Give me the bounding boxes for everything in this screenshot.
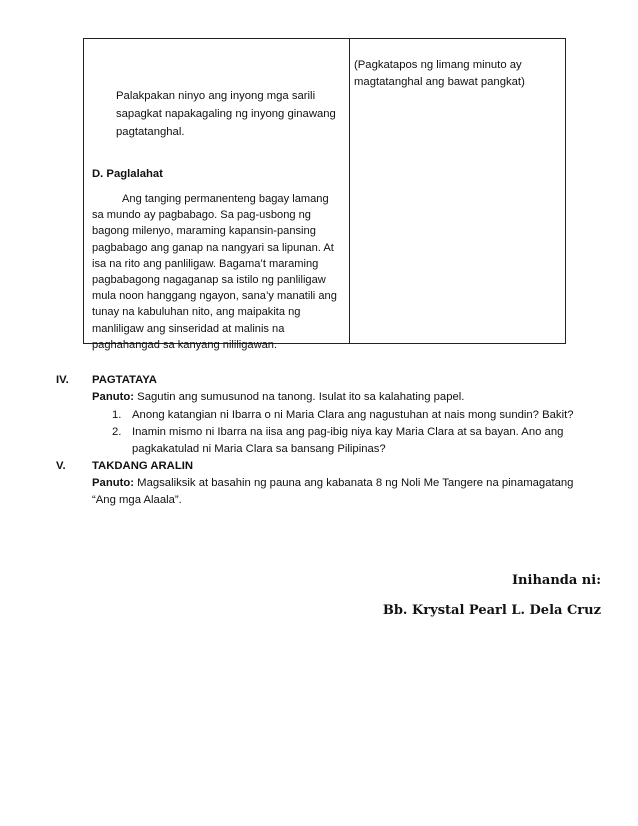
paglalahat-heading: D. Paglalahat xyxy=(92,168,163,180)
panuto-label: Panuto: xyxy=(92,477,135,489)
panuto-text: Sagutin ang sumusunod na tanong. Isulat ito sa kalahating papel. xyxy=(134,391,465,403)
praise-paragraph: Palakpakan ninyo ang inyong mga sarili sapagkat napakagaling ng inyong ginawang pagtatanghal. xyxy=(116,90,336,138)
section-v-numeral: V. xyxy=(56,460,66,472)
left-cell xyxy=(84,39,349,351)
section-iv-title: PAGTATAYA xyxy=(92,374,157,386)
lesson-table xyxy=(83,38,566,351)
activity-note: (Pagkatapos ng limang minuto ay magtatanghal ang bawat pangkat) xyxy=(354,59,525,88)
paglalahat-paragraph: Ang tanging permanenteng bagay lamang sa mundo ay pagbabago. Sa pag-usbong ng bagong milenyo, maraming kapansin-pansing pagbabago ang ganap na nangyari sa lipunan. At isa na rito ang panliligaw. Bagama’t maraming pagbabagong nagaganap sa istilo ng panliligaw mula noon hanggang ngayon, sana’y manatili ang tunay na kabuluhan nito, ang maipakita ng manliligaw ang sinseridad at malinis na paghahangad sa kanyang nililigawan. xyxy=(92,193,337,351)
section-iv-numeral: IV. xyxy=(56,374,69,386)
preparer-name: Bb. Krystal Pearl L. Dela Cruz xyxy=(382,603,601,618)
item-text: Inamin mismo ni Ibarra na iisa ang pag-ibig niya kay Maria Clara at sa bayan. Ano ang xyxy=(132,426,564,438)
right-cell xyxy=(350,39,566,343)
panuto-label: Panuto: xyxy=(92,391,135,403)
prepared-by-label: Inihanda ni: xyxy=(511,573,601,588)
section-iv-panuto xyxy=(92,391,464,403)
item-number: 2. xyxy=(112,426,122,438)
section-v-panuto-line2: “Ang mga Alaala”. xyxy=(92,494,182,506)
item-number: 1. xyxy=(112,409,122,421)
panuto-text: Magsaliksik at basahin ng pauna ang kabanata 8 ng Noli Me Tangere na pinamagatang xyxy=(134,477,574,489)
item-text: pagkakatulad ni Maria Clara sa bansang Pilipinas? xyxy=(132,443,386,455)
item-text: Anong katangian ni Ibarra o ni Maria Clara ang nagustuhan at nais mong sundin? Bakit? xyxy=(132,409,574,421)
section-v-title: TAKDANG ARALIN xyxy=(92,460,194,472)
section-v-panuto xyxy=(92,477,573,489)
